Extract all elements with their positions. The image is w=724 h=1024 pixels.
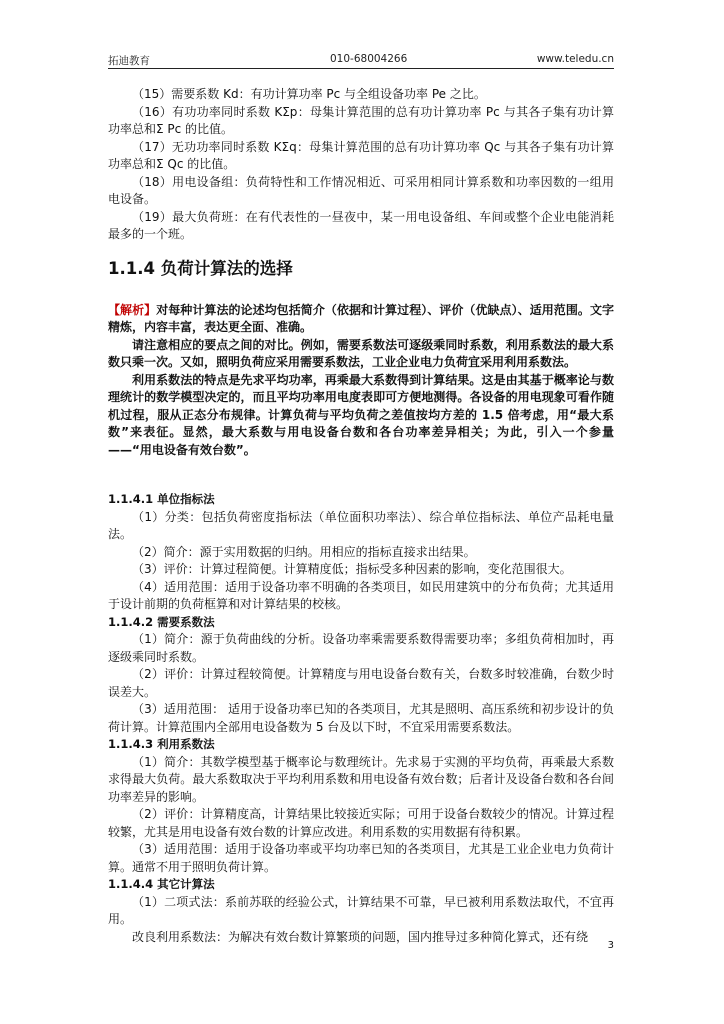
s1-item: （2）简介：源于实用数据的归纳。用相应的指标直接求出结果。 (132, 544, 476, 559)
definition-18: （18）用电设备组：负荷特性和工作情况相近、可采用相同计算系数和功率因数的一组用电设备。 (108, 174, 614, 206)
header-center: 010-68004266 (330, 53, 408, 65)
page-content (108, 86, 614, 946)
header-right: www.teledu.cn (536, 53, 614, 65)
s3-item: （3）适用范围：适用于设备功率或平均功率已知的各类项目，尤其是工业企业电力负荷计算。通常不用于照明负荷计算。 (108, 842, 614, 874)
s1-item: （3）评价：计算过程简便。计算精度低；指标受多种因素的影响，变化范围很大。 (132, 562, 572, 576)
s1-item: （1）分类：包括负荷密度指标法（单位面积功率法）、综合单位指标法、单位产品耗电量法。 (108, 509, 614, 541)
s1-item: （4）适用范围：适用于设备功率不明确的各类项目，如民用建筑中的分布负荷；尤其适用于设计前期的负荷框算和对计算结果的校核。 (108, 579, 614, 611)
s3-item: （1）简介：其数学模型基于概率论与数理统计。先求易于实测的平均负荷，再乘最大系数求得最大负荷。最大系数取决于平均利用系数和用电设备有效台数；后者计及设备台数和各台间功率差异的影响。 (108, 754, 614, 804)
analysis-text-1: 对每种计算法的论述均包括简介（依据和计算过程）、评价（优缺点）、适用范围。文字精炼，内容丰富，表达更全面、准确。 (108, 302, 614, 334)
subsection-title-3: 1.1.4.3 利用系数法 (108, 737, 215, 751)
definition-15: （15）需要系数 Kd：有功计算功率 Pc 与全组设备功率 Pe 之比。 (132, 87, 486, 101)
analysis-paragraph-3: 利用系数法的特点是先求平均功率，再乘最大系数得到计算结果。这是由其基于概率论与数理统计的数学模型决定的，而且平均功率用电度表即可方便地测得。各设备的用电现象可看作随机过程，服从正态分布规律。计算负荷与平均负荷之差值按均方差的 1.5 倍考虑，用“最大系数”来表征。显然，最大系数与用电设备台数和各台功率差异相关；为此，引入一个参量——“用电设备有效台数”。 (108, 372, 614, 457)
s4-item: （1）二项式法：系前苏联的经验公式，计算结果不可靠，早已被利用系数法取代，不宜再用。 (108, 894, 614, 926)
section-title: 1.1.4 负荷计算法的选择 (108, 258, 293, 278)
subsection-title-4: 1.1.4.4 其它计算法 (108, 877, 215, 891)
s2-item: （2）评价：计算过程较简便。计算精度与用电设备台数有关，台数多时较准确，台数少时误差大。 (108, 667, 614, 699)
s4-item: 改良利用系数法：为解决有效台数计算繁琐的问题，国内推导过多种简化算式，还有绕 (132, 929, 589, 944)
subsection-title-2: 1.1.4.2 需要系数法 (108, 614, 215, 629)
s3-item: （2）评价：计算精度高，计算结果比较接近实际；可用于设备台数较少的情况。计算过程较繁，尤其是用电设备有效台数的计算应改进。利用系数的实用数据有待积累。 (108, 807, 614, 839)
subsection-title-1: 1.1.4.1 单位指标法 (108, 492, 215, 506)
analysis-paragraph-2: 请注意相应的要点之间的对比。例如，需要系数法可逐级乘同时系数，利用系数法的最大系数只乘一次。又如，照明负荷应采用需要系数法，工业企业电力负荷宜采用利用系数法。 (108, 337, 614, 369)
header-left: 拓迪教育 (108, 55, 150, 67)
page-header (108, 48, 614, 69)
page-number: 3 (607, 940, 614, 951)
definition-17: （17）无功功率同时系数 KΣq：母集计算范围的总有功计算功率 Qc 与其各子集有功计算功率总和Σ Qc 的比值。 (108, 139, 614, 171)
s2-item: （3）适用范围： 适用于设备功率已知的各类项目，尤其是照明、高压系统和初步设计的负荷计算。计算范围内全部用电设备数为 5 台及以下时，不宜采用需要系数法。 (108, 702, 614, 734)
definition-19: （19）最大负荷班：在有代表性的一昼夜中，某一用电设备组、车间或整个企业电能消耗最多的一个班。 (108, 209, 614, 241)
s2-item: （1）简介：源于负荷曲线的分析。设备功率乘需要系数得需要功率；多组负荷相加时，再逐级乘同时系数。 (108, 632, 614, 664)
analysis-tag: 【解析】 (108, 302, 157, 317)
analysis-paragraph-1 (108, 302, 614, 337)
definition-16: （16）有功功率同时系数 KΣp：母集计算范围的总有功计算功率 Pc 与其各子集有功计算功率总和Σ Pc 的比值。 (108, 104, 614, 136)
spacer (108, 459, 614, 491)
